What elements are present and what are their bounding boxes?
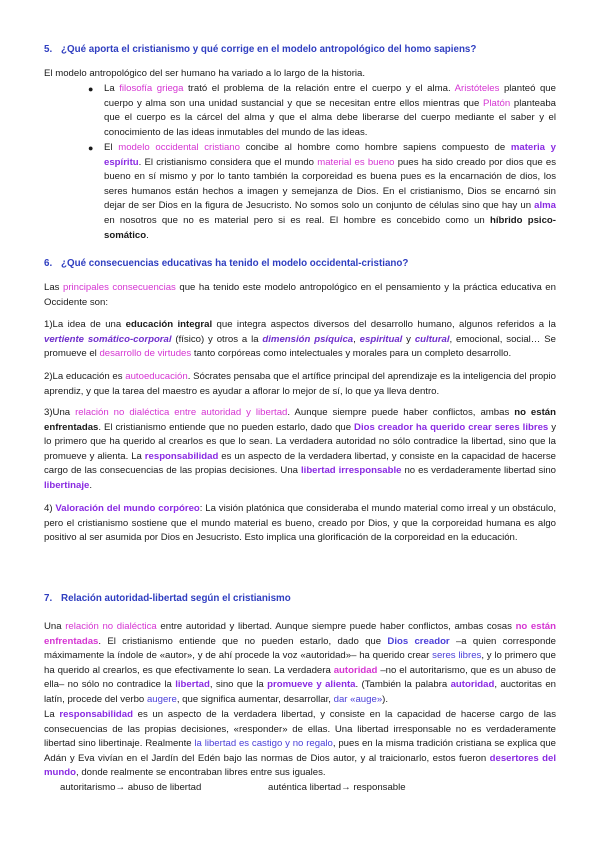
- section-7-heading: [44, 592, 291, 607]
- section-title: ¿Qué aporta el cristianismo y qué corrige en el modelo antropológico del homo sapiens?: [61, 44, 477, 55]
- section-5-heading: [44, 43, 476, 58]
- bullet-dot-icon: ●: [88, 143, 94, 153]
- section-6-heading: [44, 257, 408, 272]
- s5-bullet-2: ● El modelo occidental cristiano concibe al hombre como hombre sapiens compuesto de materia y espíritu. El cristianismo considera que el mundo material es bueno pues ha sido creado por dios que es bueno en sí mismo y por lo tanto también la corporeidad es buena pues es la encarnación de dios, los seres humanos están hechos a imagen y semejanza de Dios. En el cristianismo, Dios se encarnó sin dejar de ser Dios en la figura de Jesucristo. No somos solo un conjunto de células sino que hay un alma en nosotros que no es material pero si es real. El hombre es concebido como un híbrido psico-somático.: [88, 142, 557, 241]
- section-number: 6.: [44, 258, 53, 269]
- section-number: 5.: [44, 44, 53, 55]
- s6-point-3: 3)Una relación no dialéctica entre autoridad y libertad. Aunque siempre puede haber conflictos, ambas no están enfrentadas. El cristianismo entiende que no pueden estarlo, dado que Dios creador ha querido crear seres libres y lo primero que ha querido al crearlos es que lo sean. La verdadera autoridad no sólo contradice la libertad, sino que la promueve y alienta. La responsabilidad es un aspecto de la verdadera libertad, y consiste en la capacidad de hacerse cargo de las consecuencias de las propias decisiones. Una libertad irresponsable no es verdaderamente libertad sino libertinaje.: [44, 407, 557, 491]
- s7-paragraph-2: La responsabilidad es un aspecto de la verdadera libertad, y consiste en la capacidad de hacerse cargo de las consecuencias de las propias decisiones, «responder» de ellas. Una libertad irresponsable no es verdaderamente libertad sino libertinaje. Realmente la libertad es castigo y no regalo, pues en la misma tradición cristiana se explica que Adán y Eva vivían en el Jardín del Edén bajo las normas de Dios autor, y al traicionarlo, estos fueron desertores del mundo, donde realmente se encontraban libres entre sus iguales.: [44, 709, 556, 779]
- bullet-dot-icon: ●: [88, 84, 94, 94]
- section-title: ¿Qué consecuencias educativas ha tenido el modelo occidental-cristiano?: [61, 258, 409, 269]
- section-title: Relación autoridad-libertad según el cristianismo: [61, 593, 291, 604]
- s5-bullet-1: ● La filosofía griega trató el problema de la relación entre el cuerpo y el alma. Aristóteles planteó que cuerpo y alma son una unidad sustancial y que se necesitan entre ellos mientras que Platón planteaba que el cuerpo es la cárcel del alma y que el alma debe liberarse del cuerpo mediante el saber y el conocimiento de las ideas inmutables del mundo de las ideas.: [88, 83, 556, 138]
- s5-intro: El modelo antropológico del ser humano ha variado a lo largo de la historia.: [44, 68, 366, 79]
- s6-point-2: 2)La educación es autoeducación. Sócrates pensaba que el artífice principal del aprendizaje es la inteligencia del propio aprendiz, y que la tarea del maestro es ayudar a aflorar lo mejor de sí, lo que ya lleva dentro.: [44, 371, 556, 397]
- section-number: 7.: [44, 593, 53, 604]
- s6-point-1: 1)La idea de una educación integral que integra aspectos diversos del desarrollo humano, algunos referidos a la vertiente somático-corporal (físico) y otros a la dimensión psíquica, espiritual y cultural, emocional, social… Se promueve el desarrollo de virtudes tanto corpóreas como intelectuales y morales para un completo desarrollo.: [44, 319, 556, 360]
- footnote-right: auténtica libertad→ responsable: [268, 782, 406, 793]
- s6-point-4: 4) Valoración del mundo corpóreo: La visión platónica que consideraba el mundo material como irreal y un obstáculo, pero el cristianismo sostiene que el mundo material es bueno, creado por Dios, y que la corporeidad humana es algo positivo al ser asumida por Dios en Jesucristo. Esto implica una glorificación de la corporeidad en la educación.: [44, 503, 556, 544]
- footnote-left: autoritarismo→ abuso de libertad: [60, 782, 202, 793]
- s7-paragraph-1: Una relación no dialéctica entre autoridad y libertad. Aunque siempre puede haber conflictos, ambas cosas no están enfrentadas. El cristianismo entiende que no pueden estarlo, dado que Dios creador –a quien corresponde máximamente la índole de «autor», y de ahí procede la voz «autoridad»– ha querido crear seres libres, y lo primero que ha querido al crearlos, es que efectivamente lo sean. La verdadera autoridad –no el autoritarismo, que es un abuso de ella– no sólo no contradice la libertad, sino que la promueve y alienta. (También la palabra autoridad, auctoritas en latín, procede del verbo augere, que significa aumentar, desarrollar, dar «auge»).: [44, 621, 557, 705]
- s6-intro: Las principales consecuencias que ha tenido este modelo antropológico en el pensamiento y la práctica educativa en Occidente son:: [44, 282, 556, 308]
